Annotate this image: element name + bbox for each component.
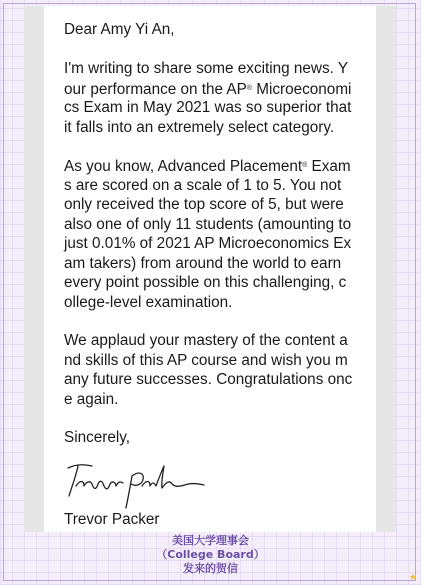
letter-closing: Sincerely, xyxy=(64,429,131,446)
paragraph-3-line-1: We applaud your mastery of the content a xyxy=(64,332,348,349)
registered-mark: ® xyxy=(302,162,308,169)
paragraph-2-line-1: As you know, Advanced Placement® Exam xyxy=(64,158,351,175)
paragraph-2-line-6: am takers) from around the world to earn xyxy=(64,254,342,272)
registered-mark: ® xyxy=(246,84,252,92)
right-margin-strip xyxy=(376,6,396,532)
caption-line-1: 美国大学理事会 xyxy=(172,534,249,547)
signer-name: Trevor Packer xyxy=(64,511,160,528)
paragraph-3-line-4: e again. xyxy=(64,390,119,408)
paragraph-2-line-3: only received the top score of 5, but were xyxy=(64,196,344,213)
signature-image xyxy=(62,456,212,511)
paragraph-2-line-5: just 0.01% of 2021 AP Microeconomics Ex xyxy=(64,235,352,252)
paragraph-2-line-8: ollege-level examination. xyxy=(64,293,233,311)
paragraph-1-line-4: it falls into an extremely select category. xyxy=(64,118,335,136)
paragraph-3-line-2: nd skills of this AP course and wish you m xyxy=(64,351,348,369)
paragraph-2-line-2: s are scored on a scale of 1 to 5. You not xyxy=(64,176,342,194)
left-margin-strip xyxy=(24,6,44,532)
paragraph-1-line-2: our performance on the AP® Microeconomi xyxy=(64,80,352,98)
caption-line-3: 发来的贺信 xyxy=(183,562,238,575)
paragraph-3-line-3: any future successes. Congratulations onc xyxy=(64,371,353,388)
paragraph-1-line-1: I'm writing to share some exciting news. Y xyxy=(64,60,349,77)
paragraph-1-line-3: cs Exam in May 2021 was so superior that xyxy=(64,99,352,116)
paragraph-2-line-7: every point possible on this challenging, c xyxy=(64,274,347,291)
letter-image xyxy=(44,6,376,532)
letter-greeting: Dear Amy Yi An, xyxy=(64,21,175,38)
caption-line-2: （College Board） xyxy=(156,548,265,561)
star-icon: ★ xyxy=(408,572,417,582)
paragraph-2-line-4: also one of only 11 students (amounting to xyxy=(64,215,352,233)
